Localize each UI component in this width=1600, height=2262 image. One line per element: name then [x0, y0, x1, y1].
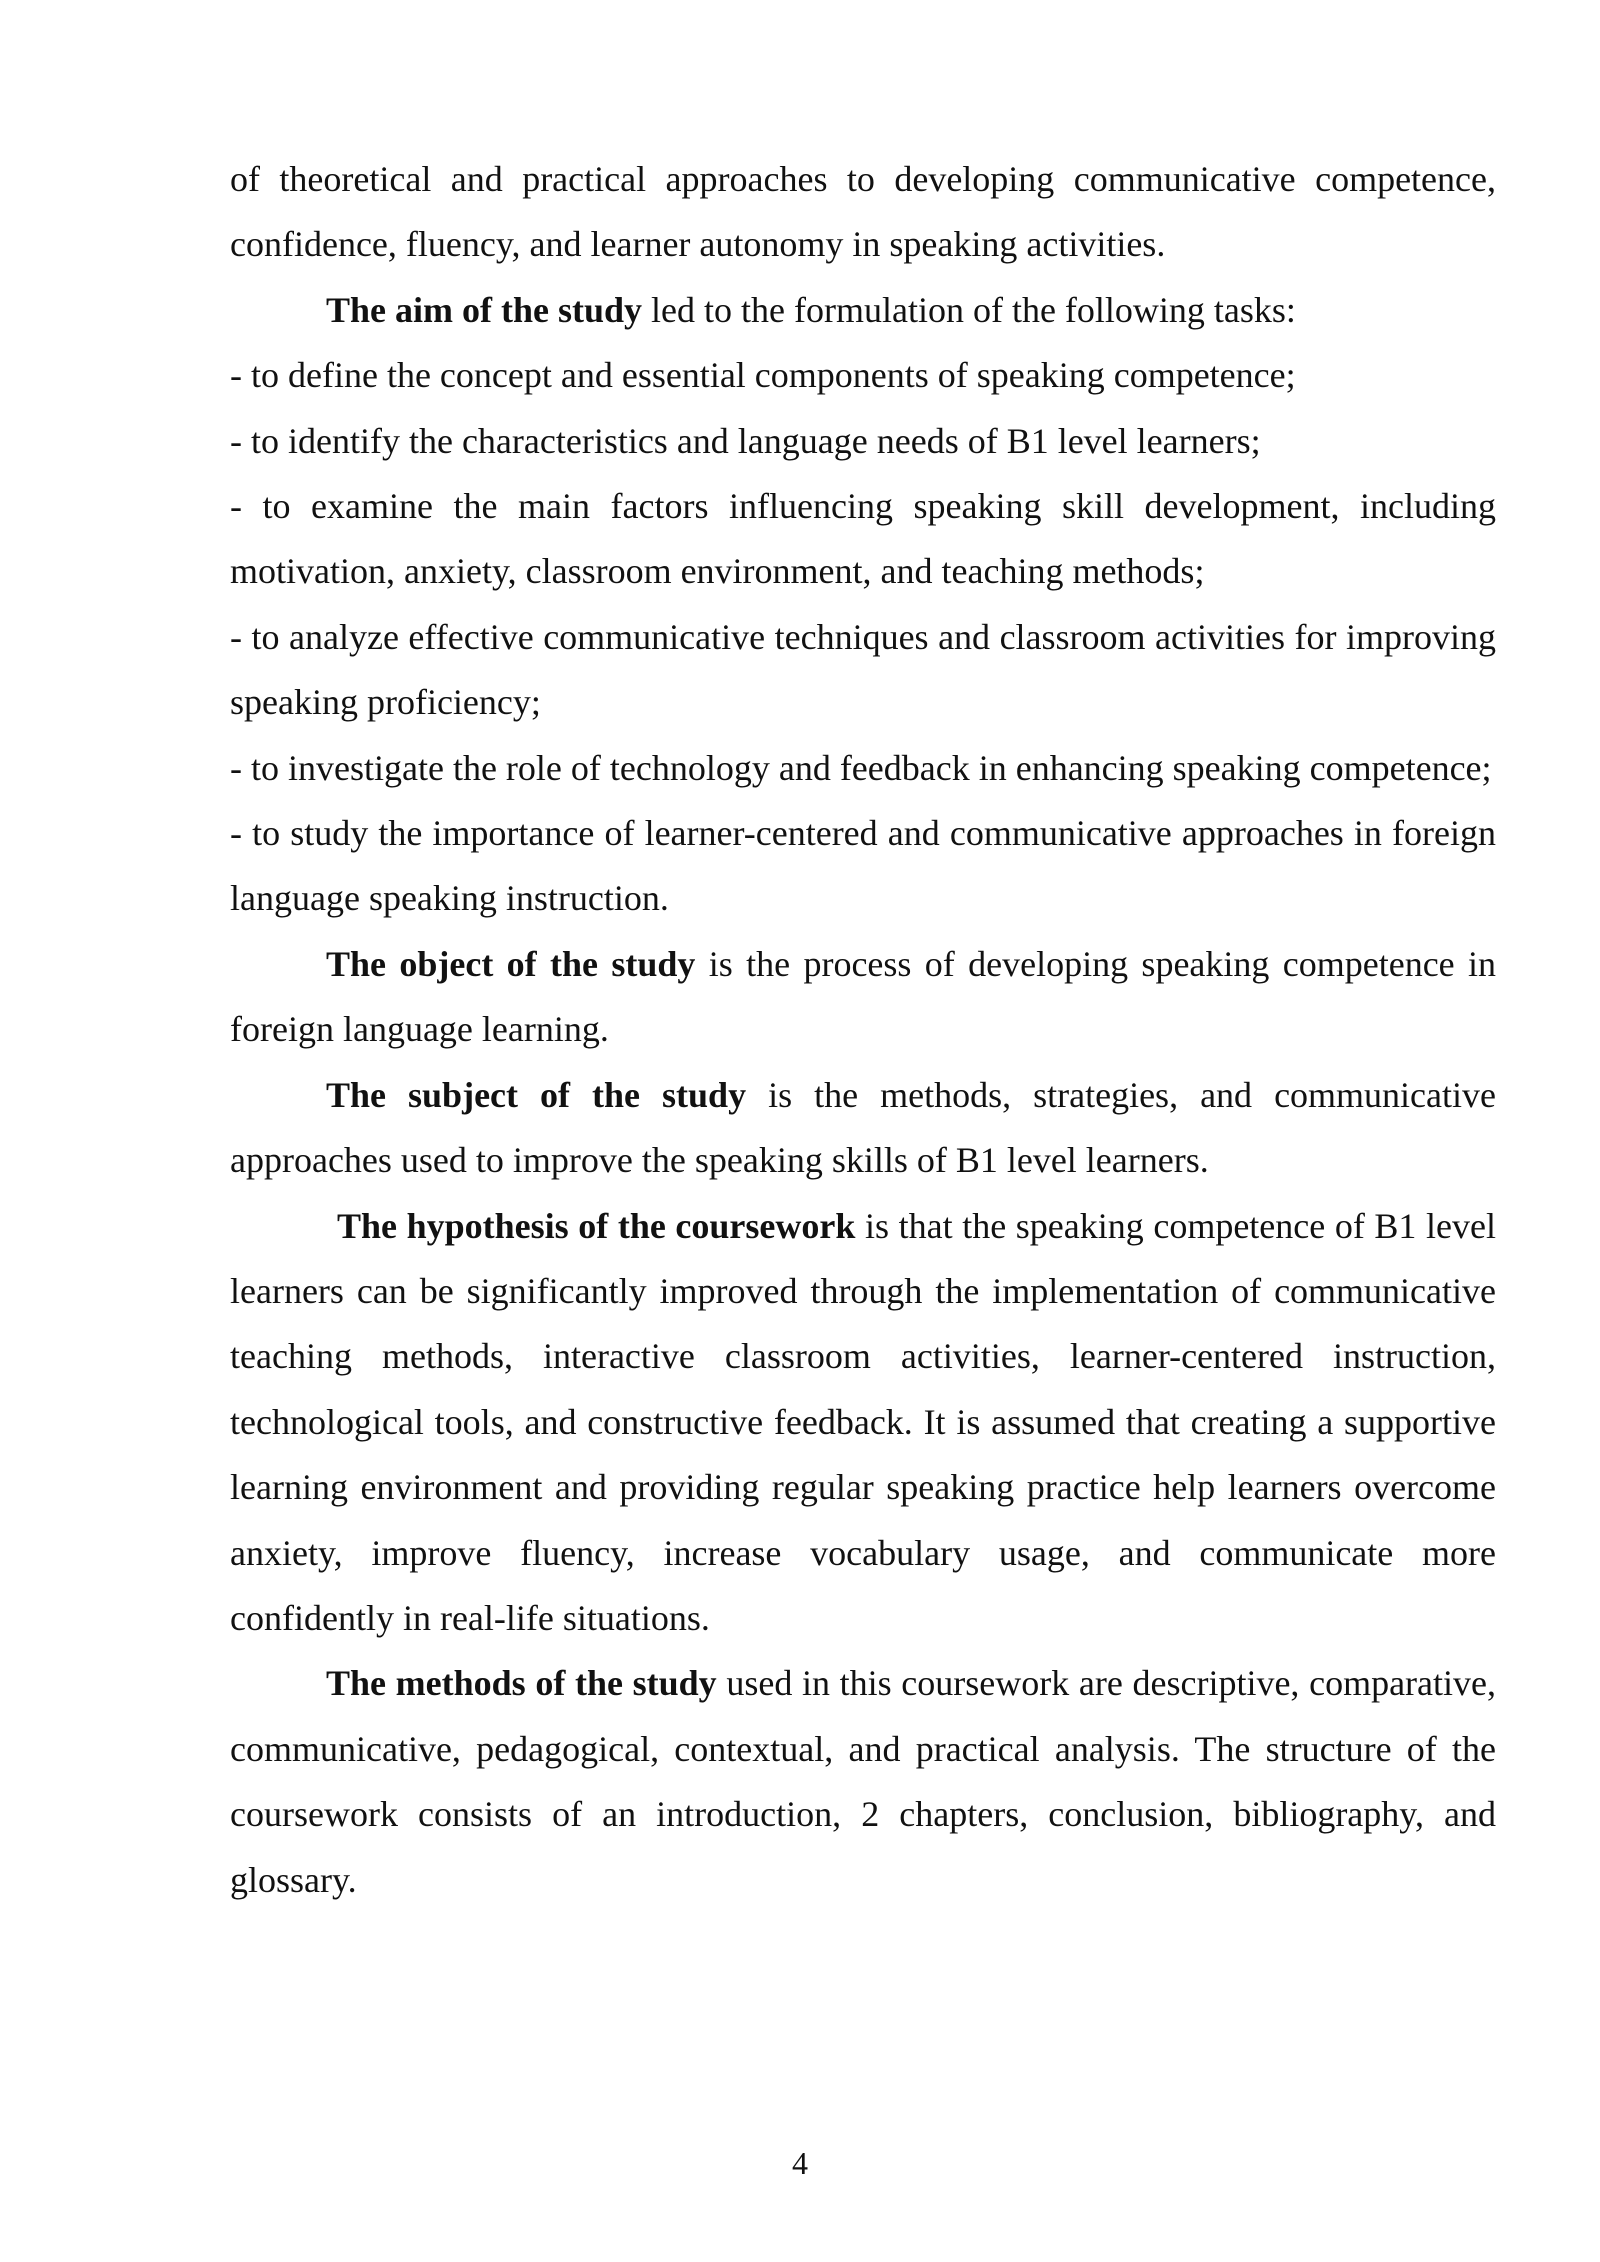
object-term: The object of the study [326, 943, 696, 984]
methods-text: used in this coursework are descriptive, comparative, communicative, pedagogical, contextual, and practical analysis. The structure of the coursework consists of an introduction, 2 chapters, conclusion, bibliography, and glossary. [230, 1663, 1496, 1900]
opening-paragraph [230, 147, 1496, 278]
task-item [230, 409, 1496, 474]
subject-term: The subject of the study [326, 1074, 747, 1115]
page-number: 4 [792, 2145, 808, 2181]
task-text: - to define the concept and essential components of speaking competence; [230, 355, 1296, 396]
aim-text: led to the formulation of the following tasks: [642, 289, 1296, 330]
task-item [230, 474, 1496, 605]
subject-paragraph [230, 1063, 1496, 1194]
aim-paragraph [230, 278, 1496, 343]
object-text: is the process of developing speaking competence in foreign language learning. [230, 943, 1497, 1050]
task-item [230, 605, 1496, 736]
methods-paragraph [230, 1651, 1496, 1913]
task-item [230, 343, 1496, 408]
document-body [230, 147, 1496, 1913]
hypothesis-term: The hypothesis of the coursework [337, 1205, 856, 1246]
opening-text: of theoretical and practical approaches to developing communicative competence, confidence, fluency, and learner autonomy in speaking activities. [230, 159, 1496, 265]
subject-text: is the methods, strategies, and communicative approaches used to improve the speaking skills of B1 level learners. [230, 1074, 1496, 1181]
task-text: - to investigate the role of technology and feedback in enhancing speaking competence; [230, 747, 1492, 788]
task-text: - to analyze effective communicative techniques and classroom activities for improving speaking proficiency; [230, 616, 1496, 723]
hypothesis-text: is that the speaking competence of B1 level learners can be significantly improved through the implementation of communicative teaching methods, interactive classroom activities, learner-centered instruction, technological tools, and constructive feedback. It is assumed that creating a supportive learning environment and providing regular speaking practice help learners overcome anxiety, improve fluency, increase vocabulary usage, and communicate more confidently in real-life situations. [230, 1205, 1496, 1638]
aim-term: The aim of the study [326, 289, 643, 330]
task-text: - to examine the main factors influencing speaking skill development, including motivation, anxiety, classroom environment, and teaching methods; [230, 486, 1496, 592]
task-item [230, 736, 1496, 801]
hypothesis-paragraph [230, 1194, 1496, 1652]
methods-term: The methods of the study [326, 1663, 717, 1704]
task-item [230, 801, 1496, 932]
task-text: - to study the importance of learner-centered and communicative approaches in foreign language speaking instruction. [230, 813, 1496, 919]
object-paragraph [230, 932, 1496, 1063]
task-text: - to identify the characteristics and language needs of B1 level learners; [230, 420, 1261, 461]
